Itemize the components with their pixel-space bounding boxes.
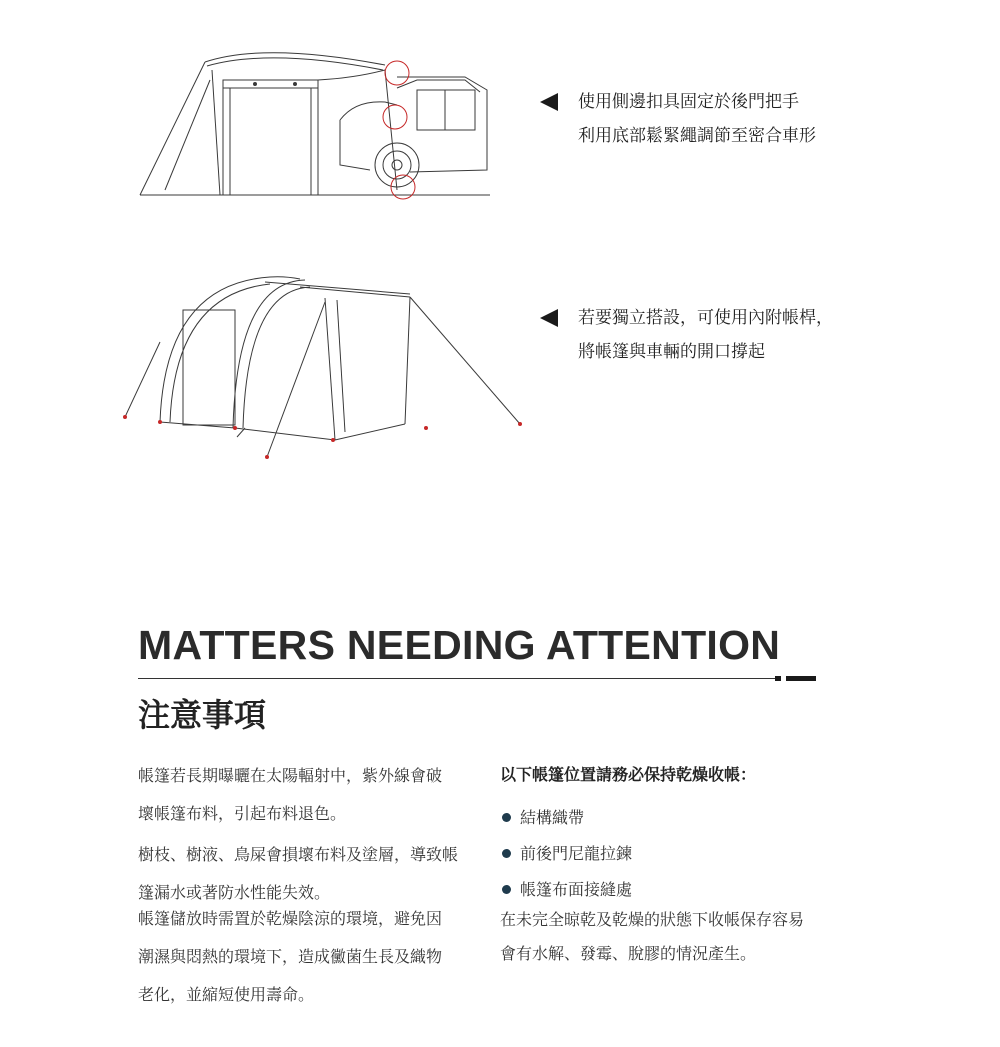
arrow-left-icon [540, 93, 558, 111]
dry-warning-note [500, 903, 804, 971]
bullet-dot-icon [502, 849, 511, 858]
section-title-zh: 注意事項 [138, 696, 267, 734]
bullet-dot-icon [502, 813, 511, 822]
dry-parts-heading: 以下帳篷位置請務必保持乾燥收帳： [500, 765, 757, 784]
paragraph-line: 樹枝、樹液、鳥屎會損壞布料及塗層，導致帳 [138, 845, 459, 864]
caption-standalone [540, 306, 860, 366]
title-divider [138, 678, 778, 679]
caption-line: 使用側邊扣具固定於後門把手 [578, 92, 799, 112]
paragraph-line: 帳篷儲放時需置於乾燥陰涼的環境，避免因 [138, 909, 443, 928]
paragraph-line: 老化，並縮短使用壽命。 [138, 985, 315, 1004]
title-divider-mark [786, 676, 816, 681]
care-paragraph-storage [138, 900, 468, 1014]
arrow-left-icon [540, 309, 558, 327]
caption-line: 若要獨立搭設，可使用內附帳桿， [578, 308, 833, 328]
bullet-dot-icon [502, 885, 511, 894]
dry-parts-list [500, 800, 632, 908]
list-item-label: 帳篷布面接縫處 [520, 880, 633, 899]
caption-line: 利用底部鬆緊繩調節至密合車形 [578, 126, 816, 146]
list-item [500, 836, 632, 872]
care-paragraph-uv [138, 757, 468, 833]
note-line: 在未完全晾乾及乾燥的狀態下收帳保存容易 [500, 910, 805, 929]
caption-line: 將帳篷與車輛的開口撐起 [578, 342, 765, 362]
paragraph-line: 帳篷若長期曝曬在太陽輻射中，紫外線會破 [138, 766, 443, 785]
paragraph-line: 壞帳篷布料，引起布料退色。 [138, 804, 347, 823]
paragraph-line: 篷漏水或著防水性能失效。 [138, 883, 331, 902]
title-divider-mark [775, 676, 781, 681]
note-line: 會有水解、發霉、脫膠的情況產生。 [500, 944, 757, 963]
caption-car-attach [540, 90, 860, 150]
paragraph-line: 潮濕與悶熱的環境下，造成黴菌生長及織物 [138, 947, 443, 966]
tent-attached-to-car-illustration [135, 40, 495, 205]
section-title-en: MATTERS NEEDING ATTENTION [138, 622, 781, 668]
list-item-label: 前後門尼龍拉鍊 [520, 844, 633, 863]
standalone-tent-illustration [115, 262, 530, 462]
list-item-label: 結構織帶 [520, 808, 585, 827]
list-item [500, 800, 632, 836]
